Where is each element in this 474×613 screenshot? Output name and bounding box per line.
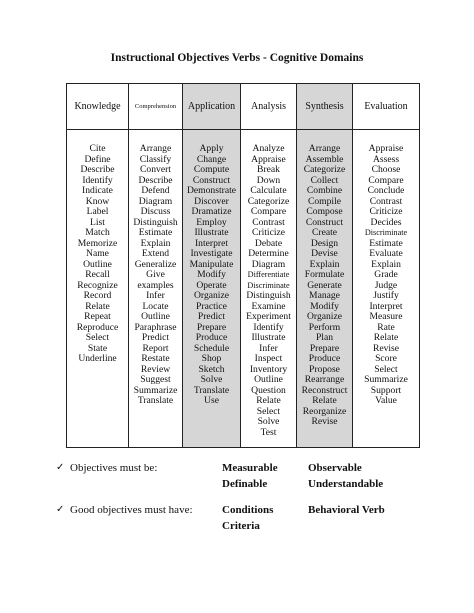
verb-item: Identify [253, 321, 284, 333]
verb-item: Schedule [193, 342, 230, 354]
verb-item: Assemble [305, 153, 344, 165]
verb-item: Discriminate [247, 280, 290, 290]
verb-item: Reproduce [76, 321, 119, 333]
verb-item: Cite [89, 143, 106, 154]
verb-item: Indicate [82, 185, 113, 196]
verb-item: Appraise [368, 143, 404, 154]
verb-item: Break [257, 164, 280, 175]
verb-item: examples [137, 279, 174, 291]
verb-item: Infer [146, 290, 165, 301]
verb-item: Manipulate [189, 258, 234, 270]
verb-item: Change [196, 153, 227, 165]
verb-item: Explain [140, 237, 171, 249]
verb-item: Summarize [364, 374, 408, 385]
verb-list [129, 130, 182, 407]
verb-item: Produce [308, 353, 341, 364]
verb-item: Examine [251, 300, 286, 312]
verb-item: Memorize [77, 237, 118, 249]
verb-item: Measure [369, 311, 403, 322]
verb-item: Use [204, 395, 219, 406]
verb-item: Identify [82, 174, 113, 186]
column-header: Synthesis [297, 84, 352, 130]
note-item: Definable [222, 478, 268, 490]
verb-item: Prepare [196, 321, 227, 333]
verb-item: Propose [309, 363, 340, 375]
verb-item: Know [85, 195, 110, 207]
verb-item: Calculate [250, 185, 287, 196]
verb-item: Arrange [139, 143, 172, 154]
verb-item: Operate [196, 279, 227, 291]
verb-item: Support [370, 384, 402, 396]
verb-item: Grade [374, 269, 398, 280]
verb-item: Analyze [252, 143, 285, 154]
verb-item: Dramatize [191, 206, 232, 217]
verb-item: Select [374, 363, 398, 375]
verb-item: Contrast [252, 216, 285, 228]
verb-item: Categorize [303, 164, 346, 175]
verb-item: Modify [310, 300, 339, 312]
verb-item: Distinguish [133, 216, 178, 228]
verb-item: Contrast [369, 195, 403, 207]
column-knowledge [67, 84, 129, 447]
verb-item: Summarize [133, 384, 178, 396]
verb-item: Apply [199, 143, 224, 154]
verb-item: Revise [311, 416, 338, 427]
verb-item: Plan [315, 332, 334, 343]
note-item: Criteria [222, 520, 260, 532]
column-analysis [241, 84, 297, 447]
verb-item: Relate [256, 395, 281, 406]
verb-item: Inspect [254, 353, 283, 364]
verb-item: Question [251, 384, 286, 396]
checkmark-icon: ✓ [56, 504, 65, 515]
verb-item: Manage [309, 290, 340, 301]
column-evaluation [353, 84, 419, 447]
verb-item: Differentiate [247, 270, 290, 279]
verb-item: Formulate [304, 269, 345, 280]
verb-item: Report [142, 342, 169, 354]
verb-item: Translate [137, 395, 174, 406]
verb-item: Compose [306, 206, 343, 217]
verb-item: Criticize [369, 206, 403, 217]
verb-item: Experiment [246, 311, 291, 322]
note-item: Measurable [222, 462, 278, 474]
verb-item: Judge [374, 279, 398, 291]
note-item: Observable [308, 462, 362, 474]
verb-list [241, 130, 296, 438]
verb-item: Recall [85, 269, 110, 280]
verb-item: Produce [195, 332, 228, 343]
verb-item: Label [86, 206, 109, 217]
verb-item: Relate [312, 395, 337, 406]
verb-item: Reorganize [302, 405, 347, 417]
verb-item: Defend [141, 185, 170, 196]
verb-item: Debate [254, 237, 283, 249]
verb-item: Describe [138, 174, 173, 186]
verb-item: Outline [83, 258, 112, 270]
verb-item: Value [375, 395, 397, 406]
verb-item: Diagram [251, 258, 286, 270]
note-label: Objectives must be: [70, 462, 158, 474]
verb-item: Demonstrate [186, 185, 237, 196]
verb-item: Compare [250, 206, 287, 217]
verb-item: Illustrate [251, 332, 286, 343]
verb-item: State [87, 342, 108, 354]
verb-item: Construct [305, 216, 344, 228]
verb-item: Criticize [251, 227, 286, 238]
verb-list [183, 130, 240, 407]
verb-item: Combine [306, 185, 343, 196]
verb-item: Illustrate [194, 227, 229, 238]
verb-item: Generalize [134, 258, 177, 270]
column-header: Comprehension [129, 84, 182, 130]
verb-item: Employ [196, 216, 227, 228]
verb-item: Explain [371, 258, 401, 270]
column-comprehension [129, 84, 183, 447]
verb-item: Shop [201, 353, 222, 364]
verb-item: Conclude [367, 185, 405, 196]
verb-item: Distinguish [246, 290, 291, 301]
verb-item: Name [86, 248, 109, 259]
verb-item: Organize [194, 290, 229, 301]
verb-item: Test [260, 426, 277, 438]
verb-item: Score [375, 353, 397, 364]
verb-item: Revise [372, 342, 400, 354]
verb-item: Rate [377, 321, 395, 333]
verb-list [67, 130, 128, 365]
verb-item: Determine [248, 248, 289, 259]
column-header: Analysis [241, 84, 296, 130]
verb-item: Predict [197, 311, 226, 322]
verb-item: Estimate [369, 237, 403, 249]
verb-item: Relate [85, 300, 110, 312]
verb-item: Compute [193, 164, 230, 175]
verb-item: Locate [142, 300, 169, 312]
verb-item: Modify [197, 269, 226, 280]
verb-item: Outline [254, 374, 283, 385]
verb-item: Choose [371, 164, 401, 175]
verb-item: Give [146, 269, 165, 280]
verb-item: Compile [307, 195, 342, 207]
column-application [183, 84, 241, 447]
verb-item: Translate [193, 384, 230, 396]
verb-item: Assess [372, 153, 400, 165]
verb-item: Reconstruct [301, 384, 348, 396]
verb-item: Generate [307, 279, 342, 291]
verb-item: Justify [373, 290, 399, 301]
verb-item: Extend [141, 248, 170, 259]
verb-item: Evaluate [369, 248, 403, 259]
verb-item: Select [256, 405, 281, 417]
verb-item: Record [83, 290, 112, 301]
verb-item: Practice [196, 300, 227, 312]
verb-item: Paraphrase [134, 321, 177, 333]
column-header: Knowledge [67, 84, 128, 130]
verb-item: Investigate [190, 248, 233, 259]
verb-list [353, 130, 419, 407]
verb-item: Define [84, 153, 111, 165]
verb-item: Appraise [251, 153, 286, 165]
verb-item: Restate [141, 353, 170, 364]
verb-item: Explain [309, 258, 340, 270]
verb-item: Create [311, 227, 338, 238]
verb-item: Perform [308, 321, 341, 333]
checkmark-icon: ✓ [56, 462, 65, 473]
verb-item: Recognize [77, 279, 118, 291]
verb-item: Convert [140, 164, 171, 175]
verb-item: Outline [141, 311, 170, 322]
verb-item: Devise [311, 248, 338, 259]
verb-item: Sketch [198, 363, 225, 375]
verb-item: Interpret [369, 300, 403, 312]
verb-item: Match [85, 227, 110, 238]
verb-item: Review [140, 363, 171, 375]
verb-item: Collect [310, 174, 339, 186]
verb-item: Select [85, 332, 110, 343]
verb-item: Design [310, 237, 339, 249]
verb-item: Repeat [84, 311, 111, 322]
verb-item: Interpret [194, 237, 229, 249]
verb-item: Solve [200, 374, 223, 385]
verb-item: Relate [373, 332, 399, 343]
verb-item: Compare [368, 174, 404, 186]
verb-item: Decides [370, 216, 402, 228]
verb-item: Underline [78, 353, 117, 364]
verb-item: Prepare [309, 342, 340, 354]
verb-item: Rearrange [304, 374, 345, 385]
verb-item: Diagram [138, 195, 173, 207]
verb-item: Classify [139, 153, 172, 165]
verb-item: Down [256, 174, 281, 186]
verb-item: Solve [257, 416, 280, 427]
verb-item: Describe [80, 164, 115, 175]
verb-list [297, 130, 352, 428]
page-title: Instructional Objectives Verbs - Cognitive Domains [110, 52, 364, 64]
verb-item: Predict [141, 332, 170, 343]
verb-item: Discuss [140, 206, 171, 217]
verb-item: Infer [259, 342, 278, 354]
note-item: Conditions [222, 504, 274, 516]
verb-item: Suggest [140, 374, 171, 385]
note-label: Good objectives must have: [70, 504, 193, 516]
column-header: Application [183, 84, 240, 130]
verb-item: Inventory [249, 363, 288, 375]
verb-item: Construct [192, 174, 231, 186]
verb-item: Organize [307, 311, 342, 322]
verb-item: Estimate [138, 227, 173, 238]
verbs-table [66, 83, 420, 448]
column-header: Evaluation [353, 84, 419, 130]
verb-item: Categorize [247, 195, 290, 207]
verb-item: Discriminate [364, 228, 408, 237]
verb-item: Discover [194, 195, 229, 207]
column-synthesis [297, 84, 353, 447]
note-item: Understandable [308, 478, 384, 490]
note-item: Behavioral Verb [308, 504, 385, 516]
verb-item: Arrange [308, 143, 341, 154]
verb-item: List [90, 216, 105, 228]
